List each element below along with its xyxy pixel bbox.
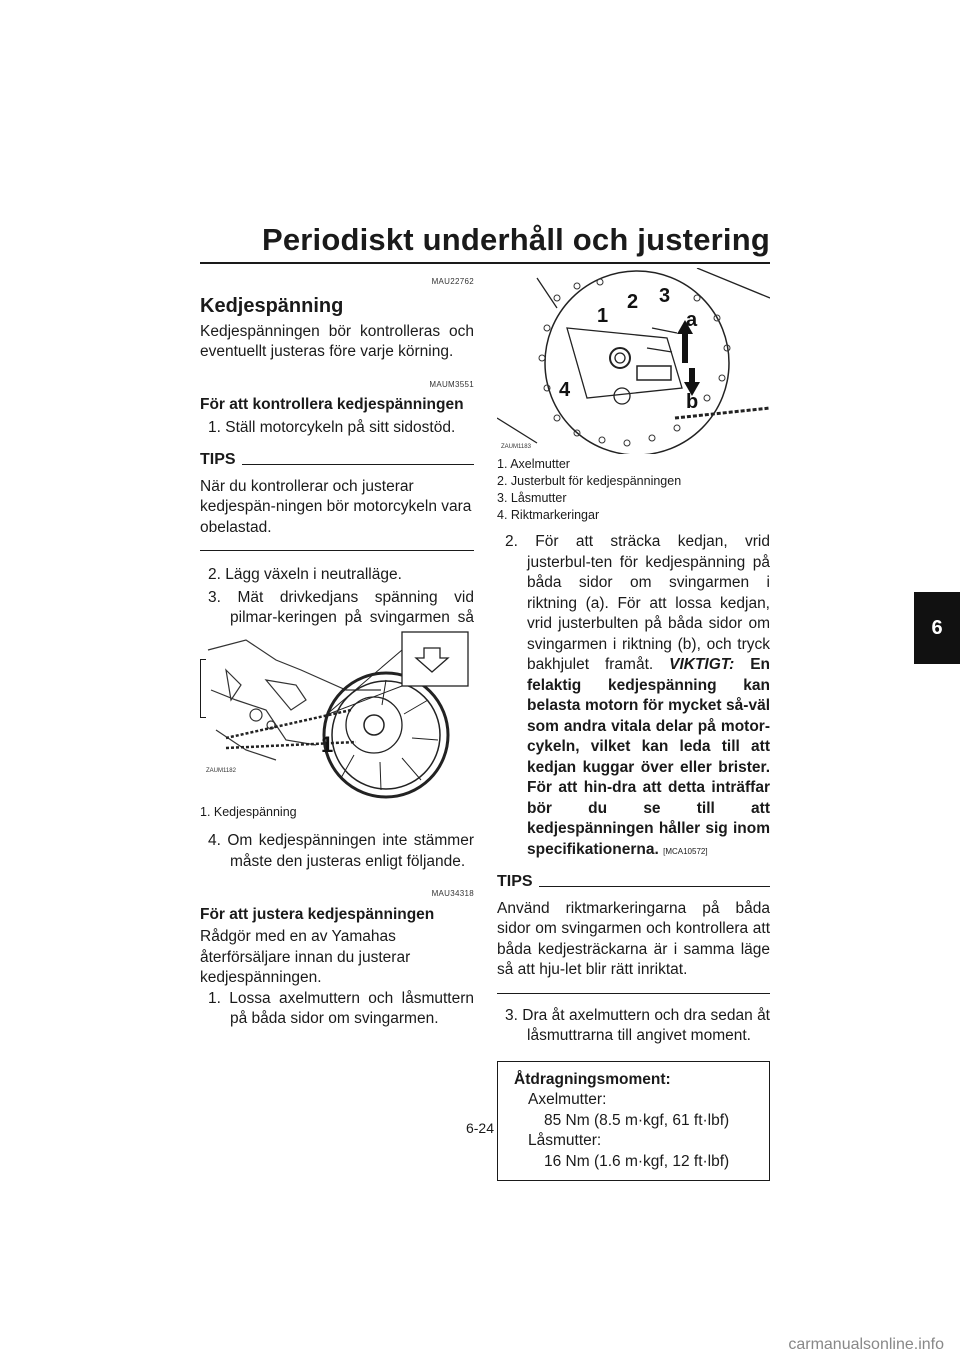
section-code: MAU22762 <box>431 277 474 286</box>
section-heading: Kedjespänning <box>200 294 344 317</box>
left-column-lower <box>200 804 474 1030</box>
fig2-label-2: 2 <box>627 291 639 313</box>
section-code: MAUM3551 <box>429 379 474 389</box>
fig2-label-b: b <box>686 391 699 413</box>
tips-header <box>200 450 474 471</box>
tips-text: När du kontrollerar och justerar kedjespän-ningen bör motorcykeln vara obelastad. <box>200 477 472 536</box>
right-column <box>497 456 770 1181</box>
fig2-caption-3: 3. Låsmutter <box>497 491 567 505</box>
notice-code: [MCA10572] <box>663 846 708 856</box>
figure-chain-tension <box>206 630 474 800</box>
fig2-caption-1: 1. Axelmutter <box>497 457 570 471</box>
adjust-step-1: 1. Lossa axelmuttern och låsmuttern på båda sidor om svingarmen. <box>208 989 474 1027</box>
fig2-code: ZAUM1183 <box>501 444 531 450</box>
adjust-step-2-text: 2. För att sträcka kedjan, vrid justerbul-ten för kedjespänning på båda sidor om svingarmen i riktning (a). För att lossa kedjan, vrid justerbulten på båda sidor om svingarmen i riktning (b), och tryck bakhjulet framåt. <box>505 533 770 673</box>
tips-rule <box>242 464 474 465</box>
fig2-caption-2: 2. Justerbult för kedjespänningen <box>497 474 682 488</box>
subheading-adjust: För att justera kedjespänningen <box>200 905 435 923</box>
fig1-code: ZAUM1182 <box>206 768 236 774</box>
tips-rule-2 <box>539 886 770 887</box>
step-4: 4. Om kedjespänningen inte stämmer måste den justeras enligt följande. <box>208 832 474 870</box>
section-code: MAU34318 <box>431 889 474 898</box>
tips-label-2: TIPS <box>497 873 533 890</box>
axle-detail-illustration <box>497 268 770 454</box>
fig2-caption-4: 4. Riktmarkeringar <box>497 508 600 522</box>
fig1-caption: 1. Kedjespänning <box>200 805 297 819</box>
fig1-callout: 1 <box>321 732 334 757</box>
chapter-tab[interactable]: 6 <box>914 592 960 664</box>
adjust-step-3: 3. Dra åt axelmuttern och dra sedan åt låsmuttrarna till angivet moment. <box>505 1006 770 1044</box>
page-title: Periodiskt underhåll och justering <box>261 222 770 257</box>
header-rule <box>200 262 770 264</box>
tips-end-rule-2 <box>497 993 770 994</box>
watermark: carmanualsonline.info <box>788 1336 944 1353</box>
tips-text-2: Använd riktmarkeringarna på båda sidor om svingarmen och kontrollera att båda kedjesträckarna är i samma läge så att hju-let blir rätt inriktat. <box>497 899 770 978</box>
page-number: 6-24 <box>465 1120 495 1136</box>
adjust-step-2 <box>497 532 770 862</box>
tips-end-rule <box>200 550 474 551</box>
tips-header-2 <box>497 872 770 893</box>
intro-text: Kedjespänningen bör kontrolleras och eventuellt justeras före varje körning. <box>200 322 474 360</box>
torque-lock-value: 16 Nm (1.6 m·kgf, 12 ft·lbf) <box>544 1152 730 1170</box>
torque-axle-label: Axelmutter: <box>528 1091 607 1108</box>
notice-label: VIKTIGT: <box>669 656 735 673</box>
tips-label: TIPS <box>200 451 236 468</box>
step-1: 1. Ställ motorcykeln på sitt sidostöd. <box>208 418 456 436</box>
motorcycle-rear-illustration <box>206 630 474 800</box>
step-3: 3. Mät drivkedjans spänning vid pilmar-keringen på svingarmen så <box>208 588 474 626</box>
torque-axle-value: 85 Nm (8.5 m·kgf, 61 ft·lbf) <box>544 1111 730 1129</box>
step-2: 2. Lägg växeln i neutralläge. <box>208 566 402 583</box>
torque-label: Åtdragningsmoment: <box>514 1070 671 1088</box>
fig2-label-a: a <box>686 309 698 331</box>
torque-lock-label: Låsmutter: <box>528 1132 602 1149</box>
notice-text: En felaktig kedjespänning kan belasta motorn för mycket så-väl som andra vitala delar på motor-cykeln, vilket kan leda till att kedjan kuggar över eller brister. För att hin-dra att detta inträffar bör du se till att kedjespänningen håller sig inom specifikationerna. <box>527 656 771 858</box>
fig2-label-1: 1 <box>597 305 609 327</box>
fig2-label-4: 4 <box>559 379 571 401</box>
figure-axle-adjuster <box>497 268 770 454</box>
fig2-label-3: 3 <box>659 285 671 307</box>
subheading-check: För att kontrollera kedjespänningen <box>200 396 464 413</box>
adjust-intro: Rådgör med en av Yamahas återförsäljare innan du justerar kedjespänningen. <box>200 928 411 986</box>
